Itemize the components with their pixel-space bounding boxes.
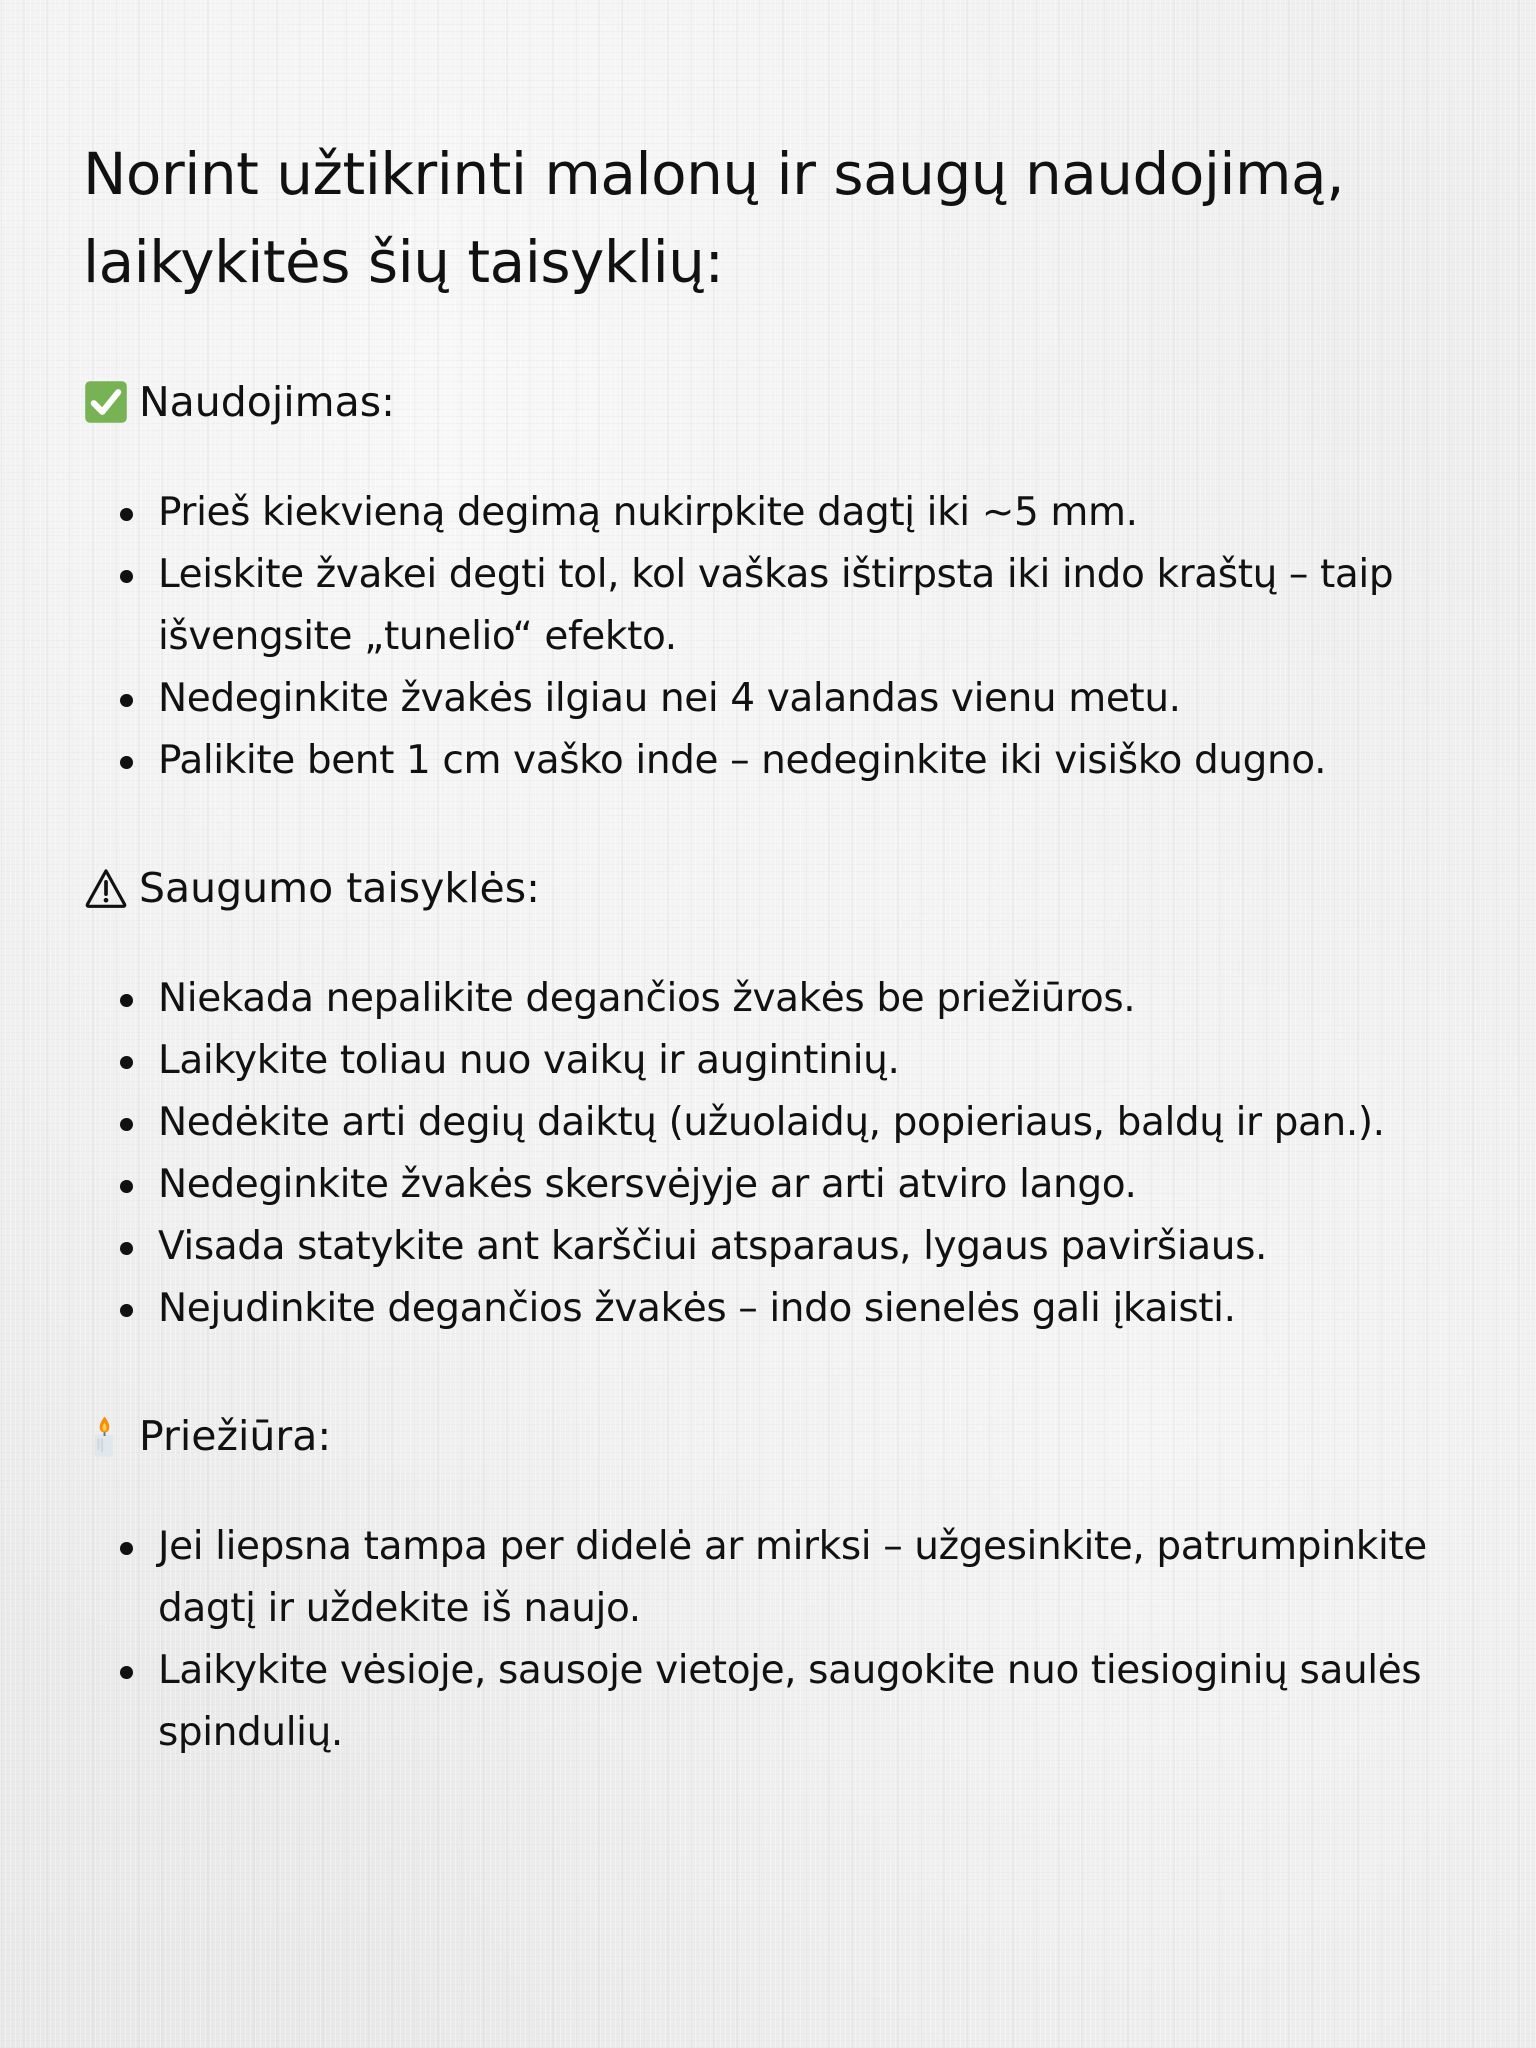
list-item: Nedeginkite žvakės skersvėjyje ar arti atviro lango. [158, 1154, 1463, 1216]
section-safety [83, 858, 1463, 1340]
section-heading-text: Naudojimas: [139, 378, 395, 426]
list-item: Palikite bent 1 cm vaško inde – nedeginkite iki visiško dugno. [158, 730, 1463, 792]
section-heading-safety [83, 858, 1463, 918]
check-mark-icon [83, 379, 129, 425]
list-item: Nedėkite arti degių daiktų (užuolaidų, popieriaus, baldų ir pan.). [158, 1092, 1463, 1154]
page-title: Norint užtikrinti malonų ir saugų naudojimą, laikykitės šių taisyklių: [83, 140, 1345, 296]
list-item: Laikykite toliau nuo vaikų ir augintinių. [158, 1030, 1463, 1092]
safety-list [83, 968, 1463, 1340]
list-item: Jei liepsna tampa per didelė ar mirksi – užgesinkite, patrumpinkite dagtį ir uždekite iš naujo. [158, 1516, 1463, 1640]
section-heading-care [83, 1406, 1463, 1466]
care-instructions-document [83, 130, 1463, 1764]
list-item: Laikykite vėsioje, sausoje vietoje, saugokite nuo tiesioginių saulės spindulių. [158, 1640, 1463, 1764]
usage-list [83, 482, 1463, 792]
list-item: Niekada nepalikite degančios žvakės be priežiūros. [158, 968, 1463, 1030]
care-list [83, 1516, 1463, 1764]
section-care [83, 1406, 1463, 1764]
list-item: Nedeginkite žvakės ilgiau nei 4 valandas vienu metu. [158, 668, 1463, 730]
section-heading-text: Saugumo taisyklės: [139, 864, 540, 912]
list-item: Visada statykite ant karščiui atsparaus, lygaus paviršiaus. [158, 1216, 1463, 1278]
list-item: Nejudinkite degančios žvakės – indo sienelės gali įkaisti. [158, 1278, 1463, 1340]
section-heading-text: Priežiūra: [139, 1412, 332, 1460]
candle-icon [83, 1413, 129, 1459]
section-heading-usage [83, 372, 1463, 432]
list-item: Prieš kiekvieną degimą nukirpkite dagtį iki ~5 mm. [158, 482, 1463, 544]
list-item: Leiskite žvakei degti tol, kol vaškas ištirpsta iki indo kraštų – taip išvengsite „tunelio“ efekto. [158, 544, 1463, 668]
section-usage [83, 372, 1463, 792]
warning-icon [83, 865, 129, 911]
